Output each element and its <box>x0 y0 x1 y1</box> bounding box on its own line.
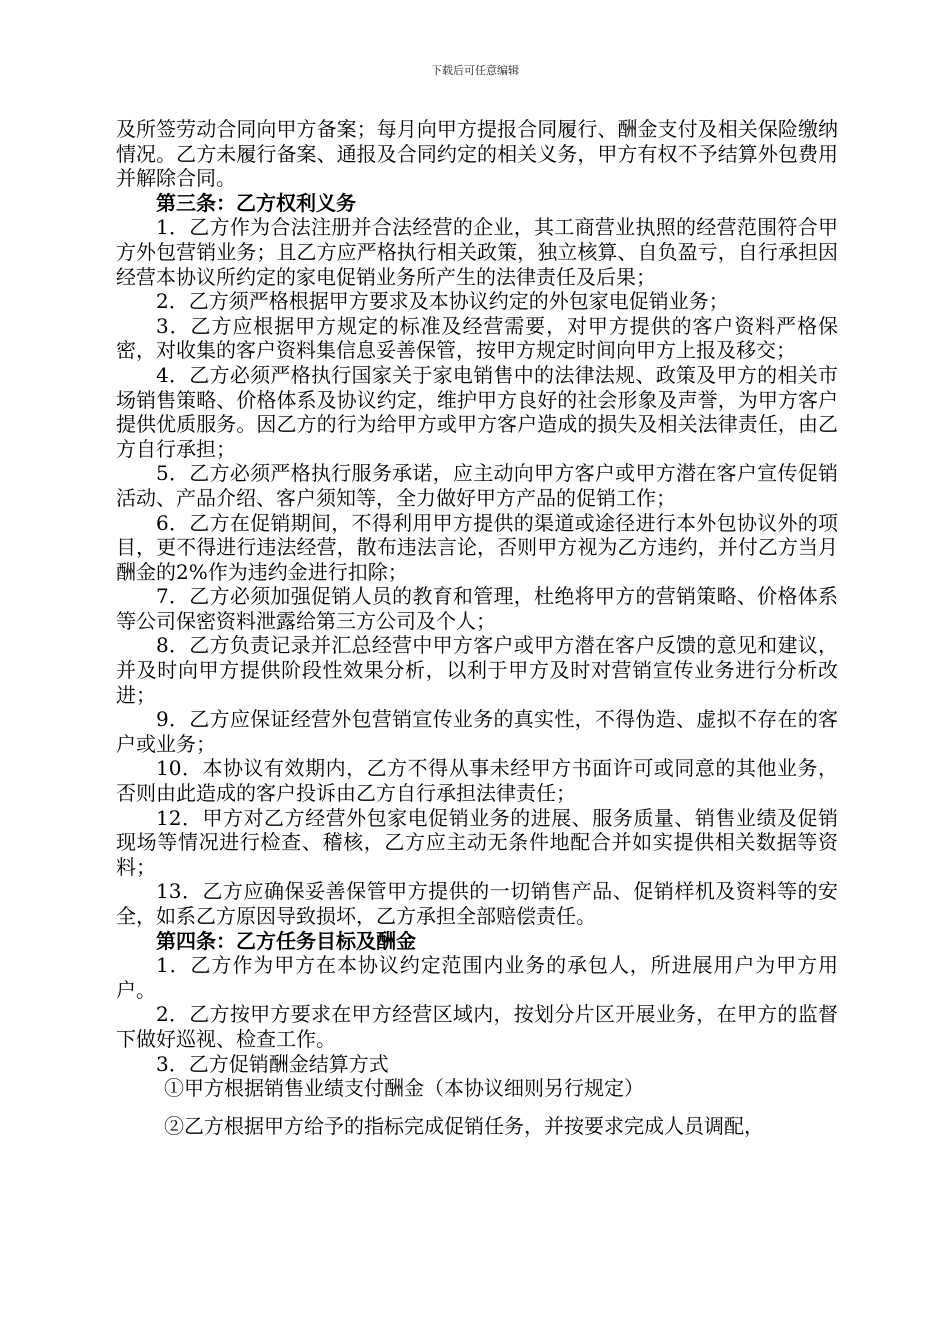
article-3-item-13: 13．乙方应确保妥善保管甲方提供的一切销售产品、促销样机及资料等的安全，如系乙方原因导致损坏，乙方承担全部赔偿责任。 <box>116 879 838 928</box>
article-3-item-7: 7．乙方必须加强促销人员的教育和管理，杜绝将甲方的营销策略、价格体系等公司保密资料泄露给第三方公司及个人； <box>116 584 838 633</box>
article-3-item-5: 5．乙方必须严格执行服务承诺，应主动向甲方客户或甲方潜在客户宣传促销活动、产品介绍、客户须知等，全力做好甲方产品的促销工作； <box>116 461 838 510</box>
page-header: 下载后可任意编辑 <box>431 64 519 77</box>
article-3-item-3: 3．乙方应根据甲方规定的标准及经营需要，对甲方提供的客户资料严格保密，对收集的客户资料集信息妥善保管，按甲方规定时间向甲方上报及移交； <box>116 313 838 363</box>
article-3-item-2: 2．乙方须严格根据甲方要求及本协议约定的外包家电促销业务； <box>156 289 729 314</box>
article-3-item-4: 4．乙方必须严格执行国家关于家电销售中的法律法规、政策及甲方的相关市场销售策略、价格体系及协议约定，维护甲方良好的社会形象及声誉，为甲方客户提供优质服务。因乙方的行为给甲方或甲方客户造成的损失及相关法律责任，由乙方自行承担； <box>116 362 838 461</box>
article-4-item-1: 1．乙方作为甲方在本协议约定范围内业务的承包人，所进展用户为甲方用户。 <box>116 953 838 1002</box>
article-3-item-10: 10．本协议有效期内，乙方不得从事未经甲方书面许可或同意的其他业务，否则由此造成的客户投诉由乙方自行承担法律责任； <box>116 756 838 806</box>
article-3-title: 第三条：乙方权利义务 <box>156 190 356 215</box>
article-3-item-8: 8．乙方负责记录并汇总经营中甲方客户或甲方潜在客户反馈的意见和建议，并及时向甲方提供阶段性效果分析，以利于甲方及时对营销宣传业务进行分析改进； <box>116 633 838 707</box>
article-3-item-6: 6．乙方在促销期间，不得利用甲方提供的渠道或途径进行本外包协议外的项目，更不得进行违法经营，散布违法言论，否则甲方视为乙方违约，并付乙方当月酬金的2%作为违约金进行扣除； <box>116 510 838 584</box>
document-body <box>116 117 838 1138</box>
settlement-item-1: ①甲方根据销售业绩支付酬金（本协议细则另行规定） <box>164 1076 644 1101</box>
article-3-item-1: 1．乙方作为合法注册并合法经营的企业，其工商营业执照的经营范围符合甲方外包营销业务；且乙方应严格执行相关政策，独立核算、自负盈亏，自行承担因经营本协议所约定的家电促销业务所产生的法律责任及后果； <box>116 215 838 289</box>
intro-paragraph: 及所签劳动合同向甲方备案；每月向甲方提报合同履行、酬金支付及相关保险缴纳情况。乙方未履行备案、通报及合同约定的相关义务，甲方有权不予结算外包费用并解除合同。 <box>116 117 838 191</box>
article-3-item-9: 9．乙方应保证经营外包营销宣传业务的真实性，不得伪造、虚拟不存在的客户或业务； <box>116 707 838 756</box>
article-4-item-2: 2．乙方按甲方要求在甲方经营区域内，按划分片区开展业务，在甲方的监督下做好巡视、检查工作。 <box>116 1002 838 1051</box>
article-4-item-3: 3．乙方促销酬金结算方式 <box>156 1051 389 1076</box>
article-4-title: 第四条：乙方任务目标及酬金 <box>156 928 416 953</box>
settlement-item-2: ②乙方根据甲方给予的指标完成促销任务，并按要求完成人员调配， <box>164 1113 764 1138</box>
article-3-item-12: 12．甲方对乙方经营外包家电促销业务的进展、服务质量、销售业绩及促销现场等情况进行检查、稽核，乙方应主动无条件地配合并如实提供相关数据等资料； <box>116 805 838 879</box>
